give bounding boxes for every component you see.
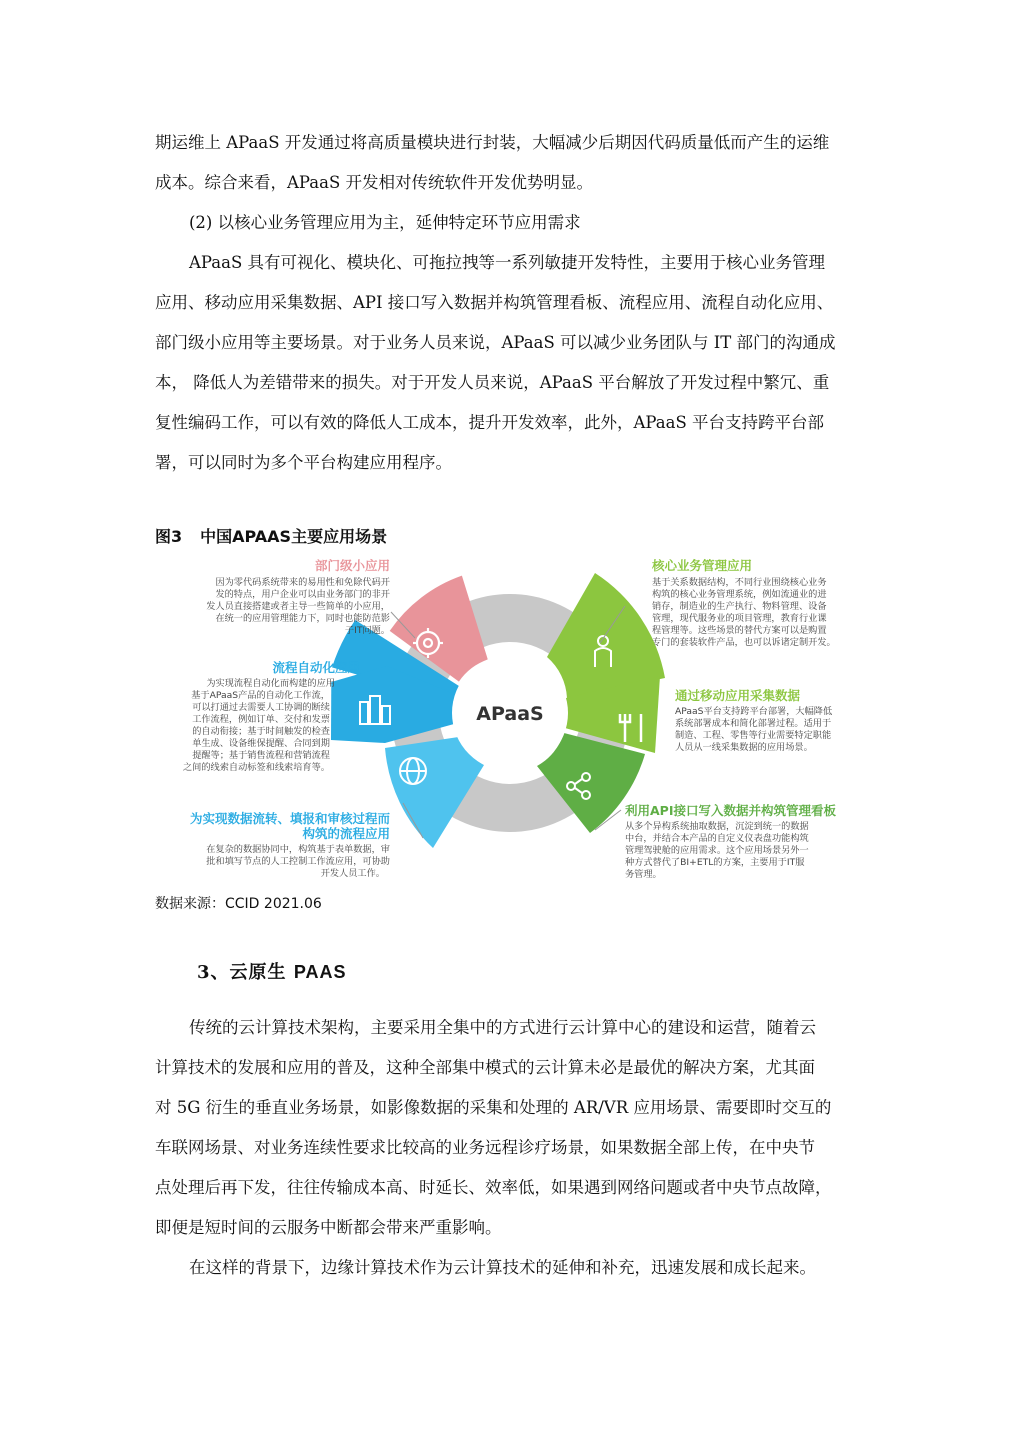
svg-text:通过移动应用采集数据: 通过移动应用采集数据: [675, 688, 801, 703]
text-line: 本， 降低人为差错带来的损失。对于开发人员来说，APaaS 平台解放了开发过程中繁冗、重: [155, 373, 830, 392]
svg-text:之间的线索自动标签和线索培育等。: 之间的线索自动标签和线索培育等。: [183, 762, 330, 773]
svg-text:构筑的核心业务管理系统，例如流通业的进: 构筑的核心业务管理系统，例如流通业的进: [652, 589, 827, 600]
figure-title: [155, 524, 387, 547]
svg-text:专门的套装软件产品，也可以诉诸定制开发。: 专门的套装软件产品，也可以诉诸定制开发。: [652, 637, 836, 648]
section-title: 云原生: [229, 962, 287, 983]
text-line: 成本。综合来看，APaaS 开发相对传统软件开发优势明显。: [155, 173, 593, 192]
text-line: APaaS 具有可视化、模块化、可拖拉拽等一系列敏捷开发特性，主要用于核心业务管理: [189, 253, 825, 272]
svg-text:务管理。: 务管理。: [625, 869, 662, 880]
text-line: 部门级小应用等主要场景。对于业务人员来说，APaaS 可以减少业务团队与 IT 部门的沟通成: [155, 333, 836, 352]
svg-text:管理驾驶舱的应用需求。这个应用场景另外一: 管理驾驶舱的应用需求。这个应用场景另外一: [625, 845, 809, 856]
svg-text:流程自动化应用: 流程自动化应用: [272, 660, 360, 675]
svg-text:的自动衔接；基于时间触发的检查: 的自动衔接；基于时间触发的检查: [192, 726, 330, 737]
svg-text:单生成、设备维保提醒、合同到期: 单生成、设备维保提醒、合同到期: [192, 738, 330, 749]
svg-text:可以打通过去需要人工协调的断续: 可以打通过去需要人工协调的断续: [192, 702, 330, 713]
section-number: 3、: [197, 962, 230, 983]
text-line: 传统的云计算技术架构，主要采用全集中的方式进行云计算中心的建设和运营，随着云: [189, 1018, 816, 1037]
svg-text:中台，并结合本产品的自定义仪表盘功能构筑: 中台，并结合本产品的自定义仪表盘功能构筑: [625, 833, 809, 844]
figure-label: 图3: [155, 527, 183, 546]
svg-text:系统部署成本和简化部署过程。适用于: 系统部署成本和简化部署过程。适用于: [675, 718, 832, 729]
svg-text:子IT问题。: 子IT问题。: [344, 625, 390, 636]
apaas-scenario-diagram: [155, 548, 875, 890]
svg-text:管理，现代服务业的项目管理，教育行业课: 管理，现代服务业的项目管理，教育行业课: [652, 613, 827, 624]
section-title-latin: PAAS: [293, 962, 347, 982]
text-line: 车联网场景、对业务连续性要求比较高的业务远程诊疗场景，如果数据全部上传，在中央节: [155, 1138, 815, 1157]
paragraph-cloud-architecture: [155, 1008, 873, 1248]
svg-text:提醒等；基于销售流程和营销流程: 提醒等；基于销售流程和营销流程: [192, 750, 330, 761]
figure-caption: 中国APAAS主要应用场景: [200, 527, 388, 546]
svg-text:构筑的流程应用: 构筑的流程应用: [302, 826, 390, 841]
svg-text:从多个异构系统抽取数据，沉淀到统一的数据: 从多个异构系统抽取数据，沉淀到统一的数据: [625, 821, 809, 832]
segment-desc-core-business: [651, 558, 836, 648]
svg-text:制造、工程、零售等行业需要特定职能: 制造、工程、零售等行业需要特定职能: [675, 730, 832, 741]
subheading-core-business: (2) 以核心业务管理应用为主，延伸特定环节应用需求: [189, 213, 581, 232]
svg-text:程管理等。这些场景的替代方案可以是购置: 程管理等。这些场景的替代方案可以是购置: [652, 625, 827, 636]
segment-desc-api-dashboard: [624, 803, 836, 880]
text-line: 点处理后再下发，往往传输成本高、时延长、效率低，如果遇到网络问题或者中央节点故障，: [155, 1178, 832, 1197]
svg-text:在复杂的数据协同中，构筑基于表单数据，审: 在复杂的数据协同中，构筑基于表单数据，审: [206, 844, 390, 855]
segment-desc-mobile-collection: [675, 688, 832, 753]
text-line: 即便是短时间的云服务中断都会带来严重影响。: [155, 1218, 502, 1237]
svg-text:利用API接口写入数据并构筑管理看板: 利用API接口写入数据并构筑管理看板: [625, 803, 836, 818]
text-line: 在这样的背景下，边缘计算技术作为云计算技术的延伸和补充，迅速发展和成长起来。: [189, 1258, 816, 1277]
text-line: 复性编码工作，可以有效的降低人工成本，提升开发效率，此外，APaaS 平台支持跨平台部: [155, 413, 824, 432]
svg-text:工作流程，例如订单、交付和发票: 工作流程，例如订单、交付和发票: [192, 714, 330, 725]
svg-text:为实现流程自动化而构建的应用: 为实现流程自动化而构建的应用: [206, 678, 335, 689]
data-source: 数据来源：CCID 2021.06: [155, 896, 322, 912]
text-line: 计算技术的发展和应用的普及，这种全部集中模式的云计算未必是最优的解决方案，尤其面: [155, 1058, 815, 1077]
paragraph-apaas-features: [155, 243, 873, 483]
svg-text:核心业务管理应用: 核心业务管理应用: [652, 558, 753, 573]
svg-text:批和填写节点的人工控制工作流应用，可协助: 批和填写节点的人工控制工作流应用，可协助: [206, 856, 390, 867]
text-line: 期运维上 APaaS 开发通过将高质量模块进行封装，大幅减少后期因代码质量低而产生的运维: [155, 133, 830, 152]
paragraph-apaas-maintenance: [155, 123, 873, 203]
text-line: 对 5G 衍生的垂直业务场景，如影像数据的采集和处理的 AR/VR 应用场景、需要即时交互的: [155, 1098, 832, 1117]
svg-text:人员从一线采集数据的应用场景。: 人员从一线采集数据的应用场景。: [675, 742, 813, 753]
svg-text:因为零代码系统带来的易用性和免除代码开: 因为零代码系统带来的易用性和免除代码开: [215, 577, 390, 588]
svg-text:销存，制造业的生产执行、物料管理、设备: 销存，制造业的生产执行、物料管理、设备: [652, 601, 827, 612]
svg-text:APaaS平台支持跨平台部署，大幅降低: APaaS平台支持跨平台部署，大幅降低: [675, 706, 833, 717]
svg-text:发人员直接搭建或者主导一些简单的小应用，: 发人员直接搭建或者主导一些简单的小应用，: [206, 601, 390, 612]
svg-text:种方式替代了BI+ETL的方案，主要用于IT服: 种方式替代了BI+ETL的方案，主要用于IT服: [625, 857, 805, 868]
svg-text:为实现数据流转、填报和审核过程而: 为实现数据流转、填报和审核过程而: [189, 811, 390, 826]
segment-desc-data-flow: [190, 811, 391, 879]
svg-text:基于关系数据结构，不同行业围绕核心业务: 基于关系数据结构，不同行业围绕核心业务: [652, 577, 827, 588]
section-heading: [197, 958, 347, 984]
svg-text:发的特点，用户企业可以由业务部门的非开: 发的特点，用户企业可以由业务部门的非开: [215, 589, 390, 600]
text-line: 应用、移动应用采集数据、API 接口写入数据并构筑管理看板、流程应用、流程自动化应用、: [155, 293, 834, 312]
center-label: APaaS: [476, 703, 544, 725]
segment-desc-department-app: [206, 558, 390, 636]
svg-text:部门级小应用: 部门级小应用: [314, 558, 390, 573]
svg-text:开发人员工作。: 开发人员工作。: [320, 868, 385, 879]
text-line: 署，可以同时为多个平台构建应用程序。: [155, 453, 452, 472]
svg-text:在统一的应用管理能力下，同时也能防范影: 在统一的应用管理能力下，同时也能防范影: [215, 613, 390, 624]
svg-text:基于APaaS产品的自动化工作流，: 基于APaaS产品的自动化工作流，: [191, 690, 330, 701]
paragraph-edge-computing: [155, 1248, 873, 1288]
